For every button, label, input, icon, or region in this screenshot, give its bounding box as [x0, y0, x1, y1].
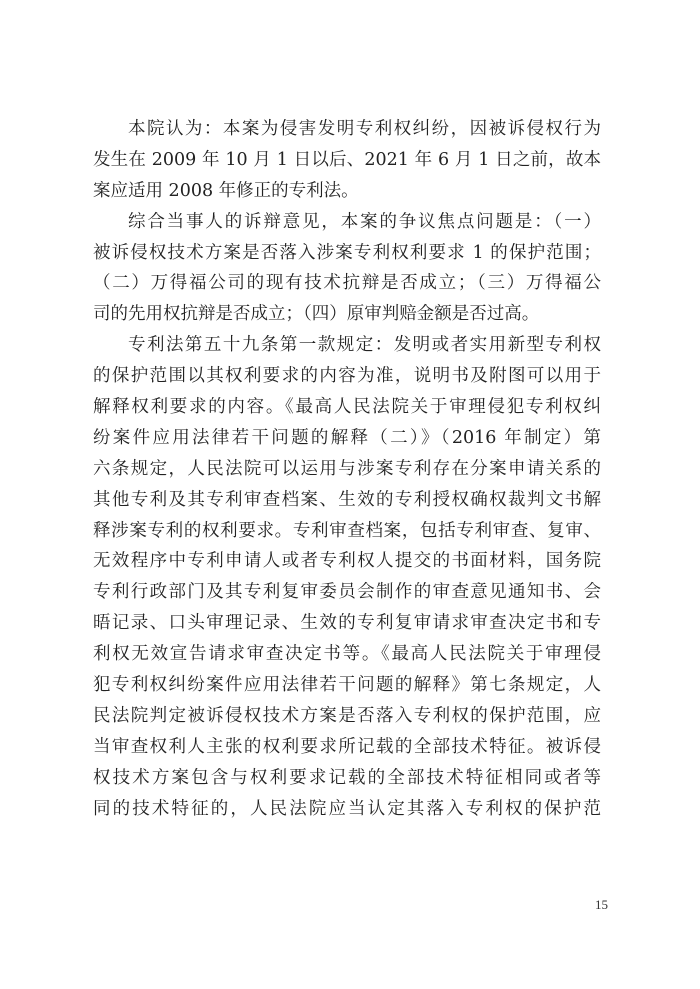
text-line: 案应适用 2008 年修正的专利法。: [93, 180, 359, 201]
text-line: 民法院判定被诉侵权技术方案是否落入专利权的保护范围，应: [93, 705, 601, 726]
paragraph-dispute-issues: [93, 207, 601, 331]
text-line: 当审查权利人主张的权利要求所记载的全部技术特征。被诉侵: [93, 736, 601, 757]
text-line: 晤记录、口头审理记录、生效的专利复审请求审查决定书和专: [93, 613, 601, 634]
text-line: 犯专利权纠纷案件应用法律若干问题的解释》第七条规定，人: [93, 675, 601, 696]
text-line: 释涉案专利的权利要求。专利审查档案，包括专利审查、复审、: [93, 520, 601, 541]
text-line: 纷案件应用法律若干问题的解释（二）》（2016 年制定）第: [93, 427, 601, 448]
text-line: 司的先用权抗辩是否成立；（四）原审判赔金额是否过高。: [93, 304, 540, 325]
text-line: 发生在 2009 年 10 月 1 日以后、2021 年 6 月 1 日之前，故本: [93, 149, 601, 170]
paragraph-patent-law-analysis: [93, 330, 601, 824]
text-line: 的保护范围以其权利要求的内容为准，说明书及附图可以用于: [93, 366, 601, 387]
text-line: 综合当事人的诉辩意见，本案的争议焦点问题是：（一）: [128, 211, 601, 232]
text-line: 六条规定，人民法院可以运用与涉案专利存在分案申请关系的: [93, 458, 601, 479]
text-line: 被诉侵权技术方案是否落入涉案专利权利要求 1 的保护范围；: [93, 242, 601, 263]
document-body: [93, 114, 601, 824]
text-line: 专利行政部门及其专利复审委员会制作的审查意见通知书、会: [93, 582, 601, 603]
paragraph-court-opinion: [93, 114, 601, 207]
page-number: 15: [595, 897, 608, 912]
text-line: 专利法第五十九条第一款规定：发明或者实用新型专利权: [128, 335, 601, 356]
text-line: 本院认为：本案为侵害发明专利权纠纷，因被诉侵权行为: [128, 119, 601, 139]
text-line: 解释权利要求的内容。《最高人民法院关于审理侵犯专利权纠: [93, 397, 601, 418]
text-line: 同的技术特征的，人民法院应当认定其落入专利权的保护范: [93, 798, 601, 819]
text-line: 无效程序中专利申请人或者专利权人提交的书面材料，国务院: [93, 551, 601, 572]
text-line: （二）万得福公司的现有技术抗辩是否成立；（三）万得福公: [93, 273, 601, 294]
text-line: 权技术方案包含与权利要求记载的全部技术特征相同或者等: [93, 767, 601, 788]
text-line: 其他专利及其专利审查档案、生效的专利授权确权裁判文书解: [93, 489, 601, 510]
text-line: 利权无效宣告请求审查决定书等。《最高人民法院关于审理侵: [93, 644, 601, 665]
